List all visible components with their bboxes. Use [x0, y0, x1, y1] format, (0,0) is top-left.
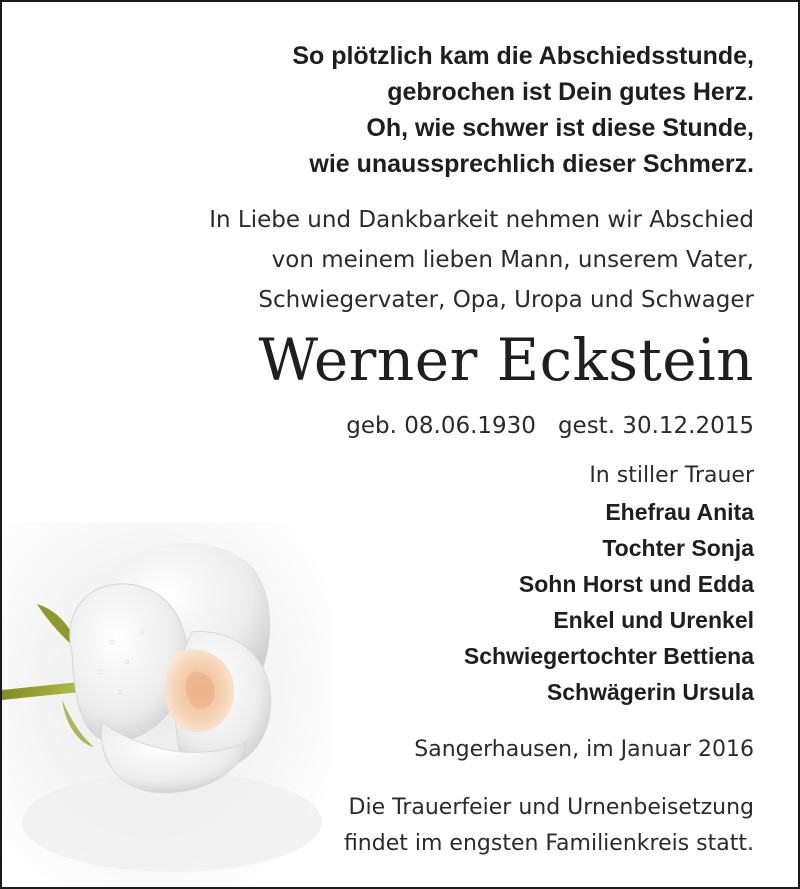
white-rose-image [2, 522, 332, 889]
mourner-name: Tochter Sonja [602, 535, 754, 561]
note-line: findet im engsten Familienkreis statt. [343, 831, 754, 856]
funeral-note [344, 790, 754, 862]
mourner-name: Schwiegertochter Bettiena [463, 643, 754, 669]
intro-line: von meinem lieben Mann, unserem Vater, [271, 247, 754, 273]
mourners-block [464, 458, 754, 710]
deceased-name: Werner Eckstein [258, 326, 754, 394]
mourners-lead: In stiller Trauer [589, 463, 754, 488]
poem-line: gebrochen ist Dein gutes Herz. [387, 78, 754, 106]
mourner-name: Ehefrau Anita [605, 499, 754, 525]
death-date: gest. 30.12.2015 [557, 413, 754, 439]
life-dates [346, 406, 754, 446]
poem-block [292, 38, 754, 182]
poem-line: So plötzlich kam die Abschiedsstunde, [292, 42, 754, 70]
birth-date: geb. 08.06.1930 [346, 413, 536, 439]
poem-line: wie unaussprechlich dieser Schmerz. [309, 150, 754, 178]
place-and-date: Sangerhausen, im Januar 2016 [414, 737, 754, 762]
note-line: Die Trauerfeier und Urnenbeisetzung [348, 795, 754, 820]
mourner-name: Sohn Horst und Edda [518, 571, 754, 597]
intro-block [209, 200, 754, 320]
intro-line: In Liebe und Dankbarkeit nehmen wir Abschied [209, 207, 754, 233]
mourner-name: Schwägerin Ursula [546, 679, 754, 705]
mourner-name: Enkel und Urenkel [553, 607, 754, 633]
intro-line: Schwiegervater, Opa, Uropa und Schwager [258, 287, 754, 313]
poem-line: Oh, wie schwer ist diese Stunde, [366, 114, 754, 142]
